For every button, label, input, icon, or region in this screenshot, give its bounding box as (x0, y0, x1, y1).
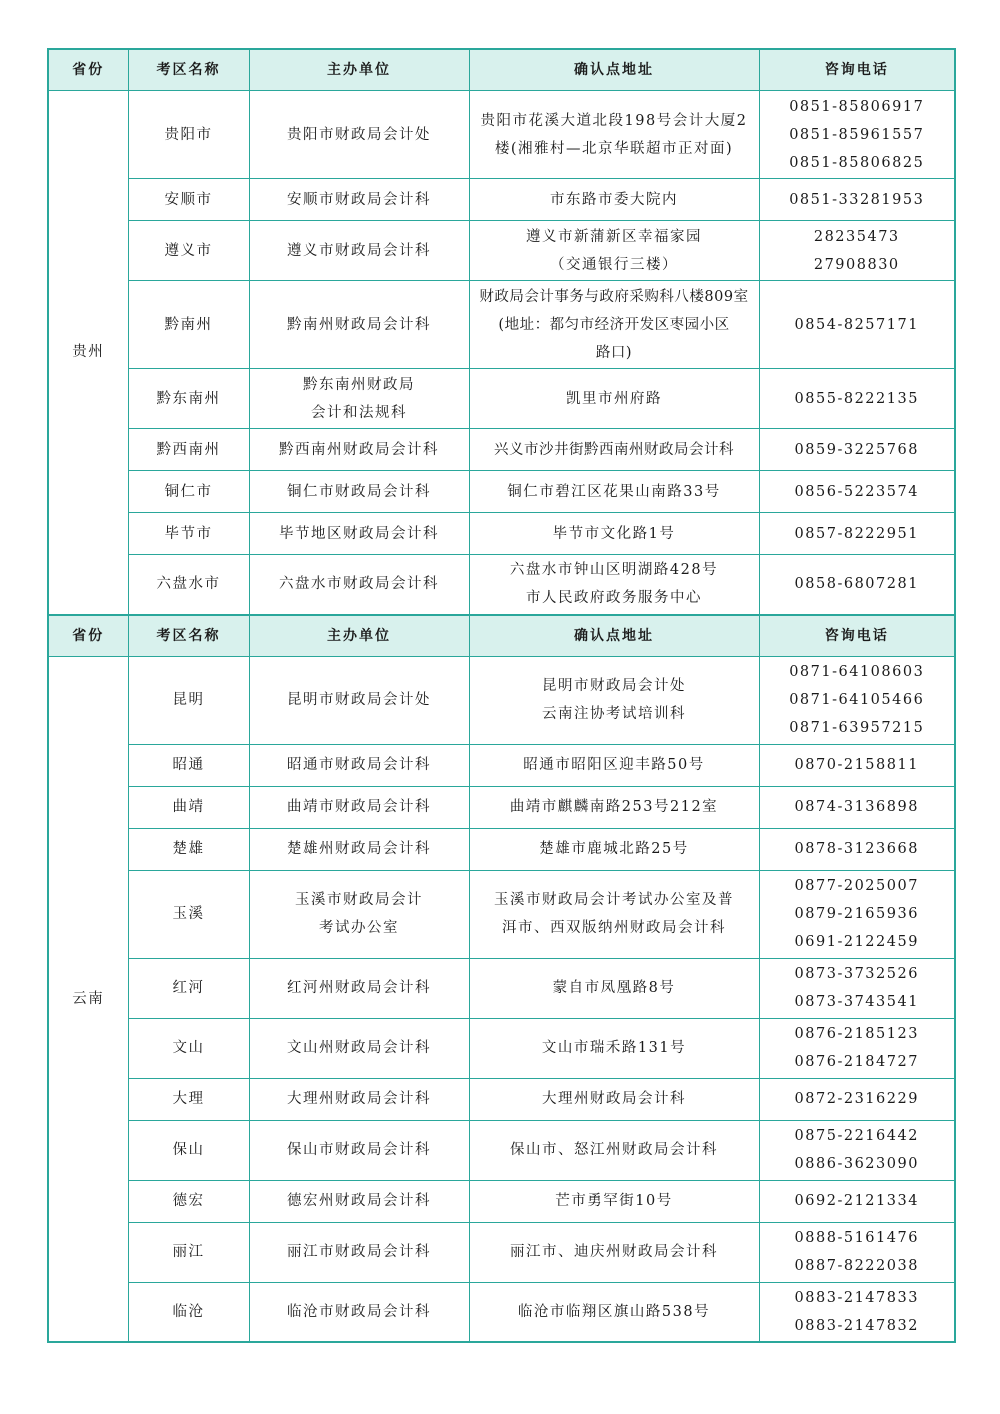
area-cell: 贵阳市 (128, 91, 249, 179)
address-cell: 财政局会计事务与政府采购科八楼809室 (地址：都匀市经济开发区枣园小区 路口) (469, 281, 759, 369)
table-row (48, 471, 955, 513)
org-cell: 六盘水市财政局会计科 (249, 555, 469, 615)
header-org: 主办单位 (249, 49, 469, 91)
phone-cell: 0888-5161476 0887-8222038 (759, 1222, 955, 1282)
org-cell: 文山州财政局会计科 (249, 1018, 469, 1078)
header-area: 考区名称 (128, 49, 249, 91)
area-cell: 德宏 (128, 1180, 249, 1222)
area-cell: 楚雄 (128, 828, 249, 870)
header-row (48, 49, 955, 91)
table-row (48, 828, 955, 870)
phone-cell: 0874-3136898 (759, 786, 955, 828)
address-cell: 楚雄市鹿城北路25号 (469, 828, 759, 870)
area-cell: 黔西南州 (128, 429, 249, 471)
org-cell: 红河州财政局会计科 (249, 958, 469, 1018)
org-cell: 昭通市财政局会计科 (249, 744, 469, 786)
area-cell: 曲靖 (128, 786, 249, 828)
table-row (48, 513, 955, 555)
area-cell: 文山 (128, 1018, 249, 1078)
address-cell: 大理州财政局会计科 (469, 1078, 759, 1120)
org-cell: 保山市财政局会计科 (249, 1120, 469, 1180)
org-cell: 临沧市财政局会计科 (249, 1282, 469, 1342)
header-phone: 咨询电话 (759, 615, 955, 657)
area-cell: 毕节市 (128, 513, 249, 555)
header-address: 确认点地址 (469, 615, 759, 657)
address-cell: 昆明市财政局会计处 云南注协考试培训科 (469, 656, 759, 744)
header-row (48, 615, 955, 657)
org-cell: 昆明市财政局会计处 (249, 656, 469, 744)
org-cell: 楚雄州财政局会计科 (249, 828, 469, 870)
address-cell: 贵阳市花溪大道北段198号会计大厦2 楼(湘雅村—北京华联超市正对面) (469, 91, 759, 179)
phone-cell: 0854-8257171 (759, 281, 955, 369)
address-cell: 保山市、怒江州财政局会计科 (469, 1120, 759, 1180)
table-row (48, 958, 955, 1018)
table-row (48, 786, 955, 828)
phone-cell: 0851-85806917 0851-85961557 0851-85806825 (759, 91, 955, 179)
phone-cell: 0851-33281953 (759, 179, 955, 221)
area-cell: 昭通 (128, 744, 249, 786)
area-cell: 铜仁市 (128, 471, 249, 513)
table-row (48, 1120, 955, 1180)
org-cell: 遵义市财政局会计科 (249, 221, 469, 281)
org-cell: 丽江市财政局会计科 (249, 1222, 469, 1282)
phone-cell: 0855-8222135 (759, 369, 955, 429)
phone-cell: 0876-2185123 0876-2184727 (759, 1018, 955, 1078)
header-org: 主办单位 (249, 615, 469, 657)
phone-cell: 0873-3732526 0873-3743541 (759, 958, 955, 1018)
table-row (48, 744, 955, 786)
org-cell: 玉溪市财政局会计 考试办公室 (249, 870, 469, 958)
org-cell: 铜仁市财政局会计科 (249, 471, 469, 513)
table-row (48, 555, 955, 615)
header-province: 省份 (48, 49, 128, 91)
header-address: 确认点地址 (469, 49, 759, 91)
area-cell: 黔东南州 (128, 369, 249, 429)
org-cell: 德宏州财政局会计科 (249, 1180, 469, 1222)
address-cell: 毕节市文化路1号 (469, 513, 759, 555)
phone-cell: 0878-3123668 (759, 828, 955, 870)
contact-table-wrapper (47, 48, 954, 1343)
table-row (48, 369, 955, 429)
org-cell: 黔西南州财政局会计科 (249, 429, 469, 471)
exam-confirmation-table (47, 48, 956, 1343)
address-cell: 临沧市临翔区旗山路538号 (469, 1282, 759, 1342)
table-row (48, 91, 955, 179)
phone-cell: 0883-2147833 0883-2147832 (759, 1282, 955, 1342)
area-cell: 遵义市 (128, 221, 249, 281)
area-cell: 丽江 (128, 1222, 249, 1282)
phone-cell: 0872-2316229 (759, 1078, 955, 1120)
phone-cell: 0859-3225768 (759, 429, 955, 471)
header-phone: 咨询电话 (759, 49, 955, 91)
area-cell: 昆明 (128, 656, 249, 744)
phone-cell: 0692-2121334 (759, 1180, 955, 1222)
address-cell: 曲靖市麒麟南路253号212室 (469, 786, 759, 828)
phone-cell: 0857-8222951 (759, 513, 955, 555)
table-row (48, 1282, 955, 1342)
table-row (48, 179, 955, 221)
address-cell: 昭通市昭阳区迎丰路50号 (469, 744, 759, 786)
phone-cell: 0858-6807281 (759, 555, 955, 615)
area-cell: 黔南州 (128, 281, 249, 369)
table-row (48, 1018, 955, 1078)
table-row (48, 870, 955, 958)
phone-cell: 0877-2025007 0879-2165936 0691-2122459 (759, 870, 955, 958)
org-cell: 黔南州财政局会计科 (249, 281, 469, 369)
address-cell: 文山市瑞禾路131号 (469, 1018, 759, 1078)
table-row (48, 281, 955, 369)
phone-cell: 0875-2216442 0886-3623090 (759, 1120, 955, 1180)
area-cell: 保山 (128, 1120, 249, 1180)
header-area: 考区名称 (128, 615, 249, 657)
address-cell: 丽江市、迪庆州财政局会计科 (469, 1222, 759, 1282)
table-row (48, 221, 955, 281)
header-province: 省份 (48, 615, 128, 657)
area-cell: 玉溪 (128, 870, 249, 958)
address-cell: 市东路市委大院内 (469, 179, 759, 221)
table-row (48, 1180, 955, 1222)
province-cell: 贵州 (48, 91, 128, 615)
table-row (48, 1078, 955, 1120)
area-cell: 六盘水市 (128, 555, 249, 615)
table-row (48, 1222, 955, 1282)
address-cell: 六盘水市钟山区明湖路428号 市人民政府政务服务中心 (469, 555, 759, 615)
phone-cell: 0870-2158811 (759, 744, 955, 786)
address-cell: 遵义市新蒲新区幸福家园 （交通银行三楼） (469, 221, 759, 281)
address-cell: 芒市勇罕街10号 (469, 1180, 759, 1222)
org-cell: 黔东南州财政局 会计和法规科 (249, 369, 469, 429)
phone-cell: 0871-64108603 0871-64105466 0871-63957215 (759, 656, 955, 744)
phone-cell: 0856-5223574 (759, 471, 955, 513)
province-cell: 云南 (48, 656, 128, 1342)
address-cell: 兴义市沙井街黔西南州财政局会计科 (469, 429, 759, 471)
org-cell: 大理州财政局会计科 (249, 1078, 469, 1120)
org-cell: 贵阳市财政局会计处 (249, 91, 469, 179)
area-cell: 红河 (128, 958, 249, 1018)
area-cell: 临沧 (128, 1282, 249, 1342)
area-cell: 安顺市 (128, 179, 249, 221)
org-cell: 安顺市财政局会计科 (249, 179, 469, 221)
phone-cell: 28235473 27908830 (759, 221, 955, 281)
address-cell: 铜仁市碧江区花果山南路33号 (469, 471, 759, 513)
org-cell: 曲靖市财政局会计科 (249, 786, 469, 828)
org-cell: 毕节地区财政局会计科 (249, 513, 469, 555)
area-cell: 大理 (128, 1078, 249, 1120)
table-row (48, 656, 955, 744)
table-row (48, 429, 955, 471)
address-cell: 蒙自市凤凰路8号 (469, 958, 759, 1018)
address-cell: 玉溪市财政局会计考试办公室及普 洱市、西双版纳州财政局会计科 (469, 870, 759, 958)
address-cell: 凯里市州府路 (469, 369, 759, 429)
